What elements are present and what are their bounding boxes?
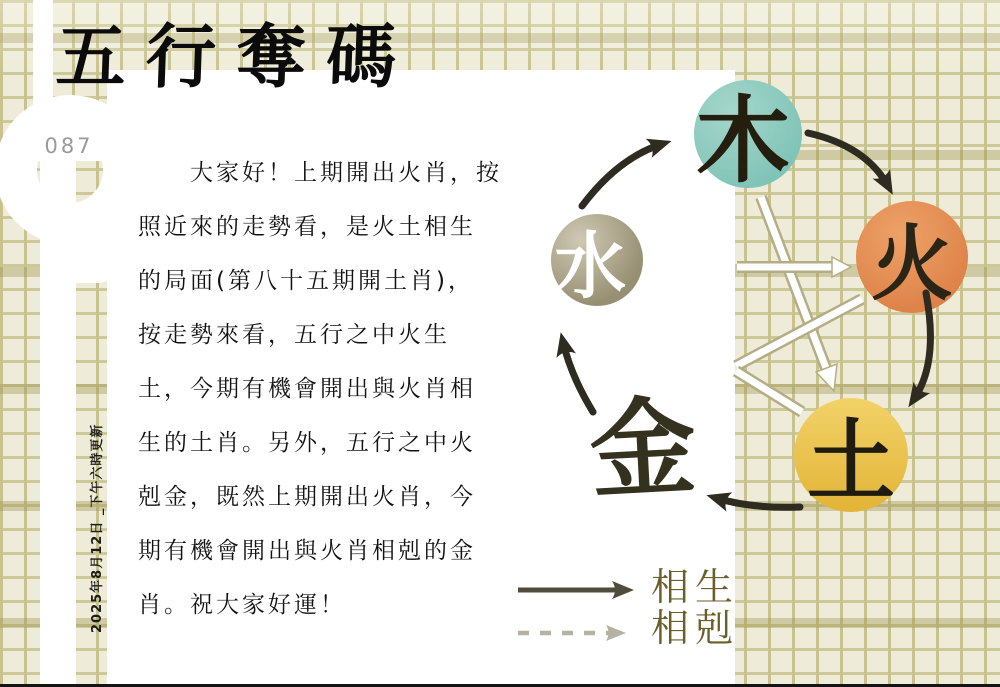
issue-number: 087 [44,134,94,158]
element-metal-character: 金 [586,382,700,514]
element-fire-label: 火 [870,215,953,312]
legend-generation-label: 相生 [651,565,740,609]
text-line: 按走勢來看，五行之中火生 [138,322,450,348]
text-line: 照近來的走勢看，是火土相生 [138,214,476,240]
element-earth-label: 土 [806,409,895,513]
logo-decoration-bar [40,160,76,687]
page-title: 五行奪碼 [54,15,418,98]
logo-decoration-bar-top [33,0,53,112]
text-line: 肖。祝大家好運！ [138,592,346,618]
logo-decoration-notch [76,208,116,283]
text-line: 剋金，既然上期開出火肖，今 [138,484,476,510]
text-line: 生的土肖。另外，五行之中火 [138,430,476,456]
text-line: 期有機會開出與火肖相剋的金 [138,538,476,564]
issue-number-band [26,131,112,161]
element-fire-circle [856,201,968,313]
legend-destruction-label: 相剋 [651,606,740,650]
text-line: 大家好！上期開出火肖，按 [138,160,502,186]
date-note: 2025年8月12日 _下午六時更新 [90,423,105,633]
text-line: 的局面(第八十五期開土肖)， [138,268,474,294]
article-text [138,146,540,632]
element-earth-circle [794,398,908,512]
element-water-circle [551,214,643,306]
text-line: 土，今期有機會開出與火肖相 [138,376,476,402]
element-water-label: 水 [553,223,626,308]
element-wood-label: 木 [695,85,790,196]
element-wood-circle [694,80,802,196]
